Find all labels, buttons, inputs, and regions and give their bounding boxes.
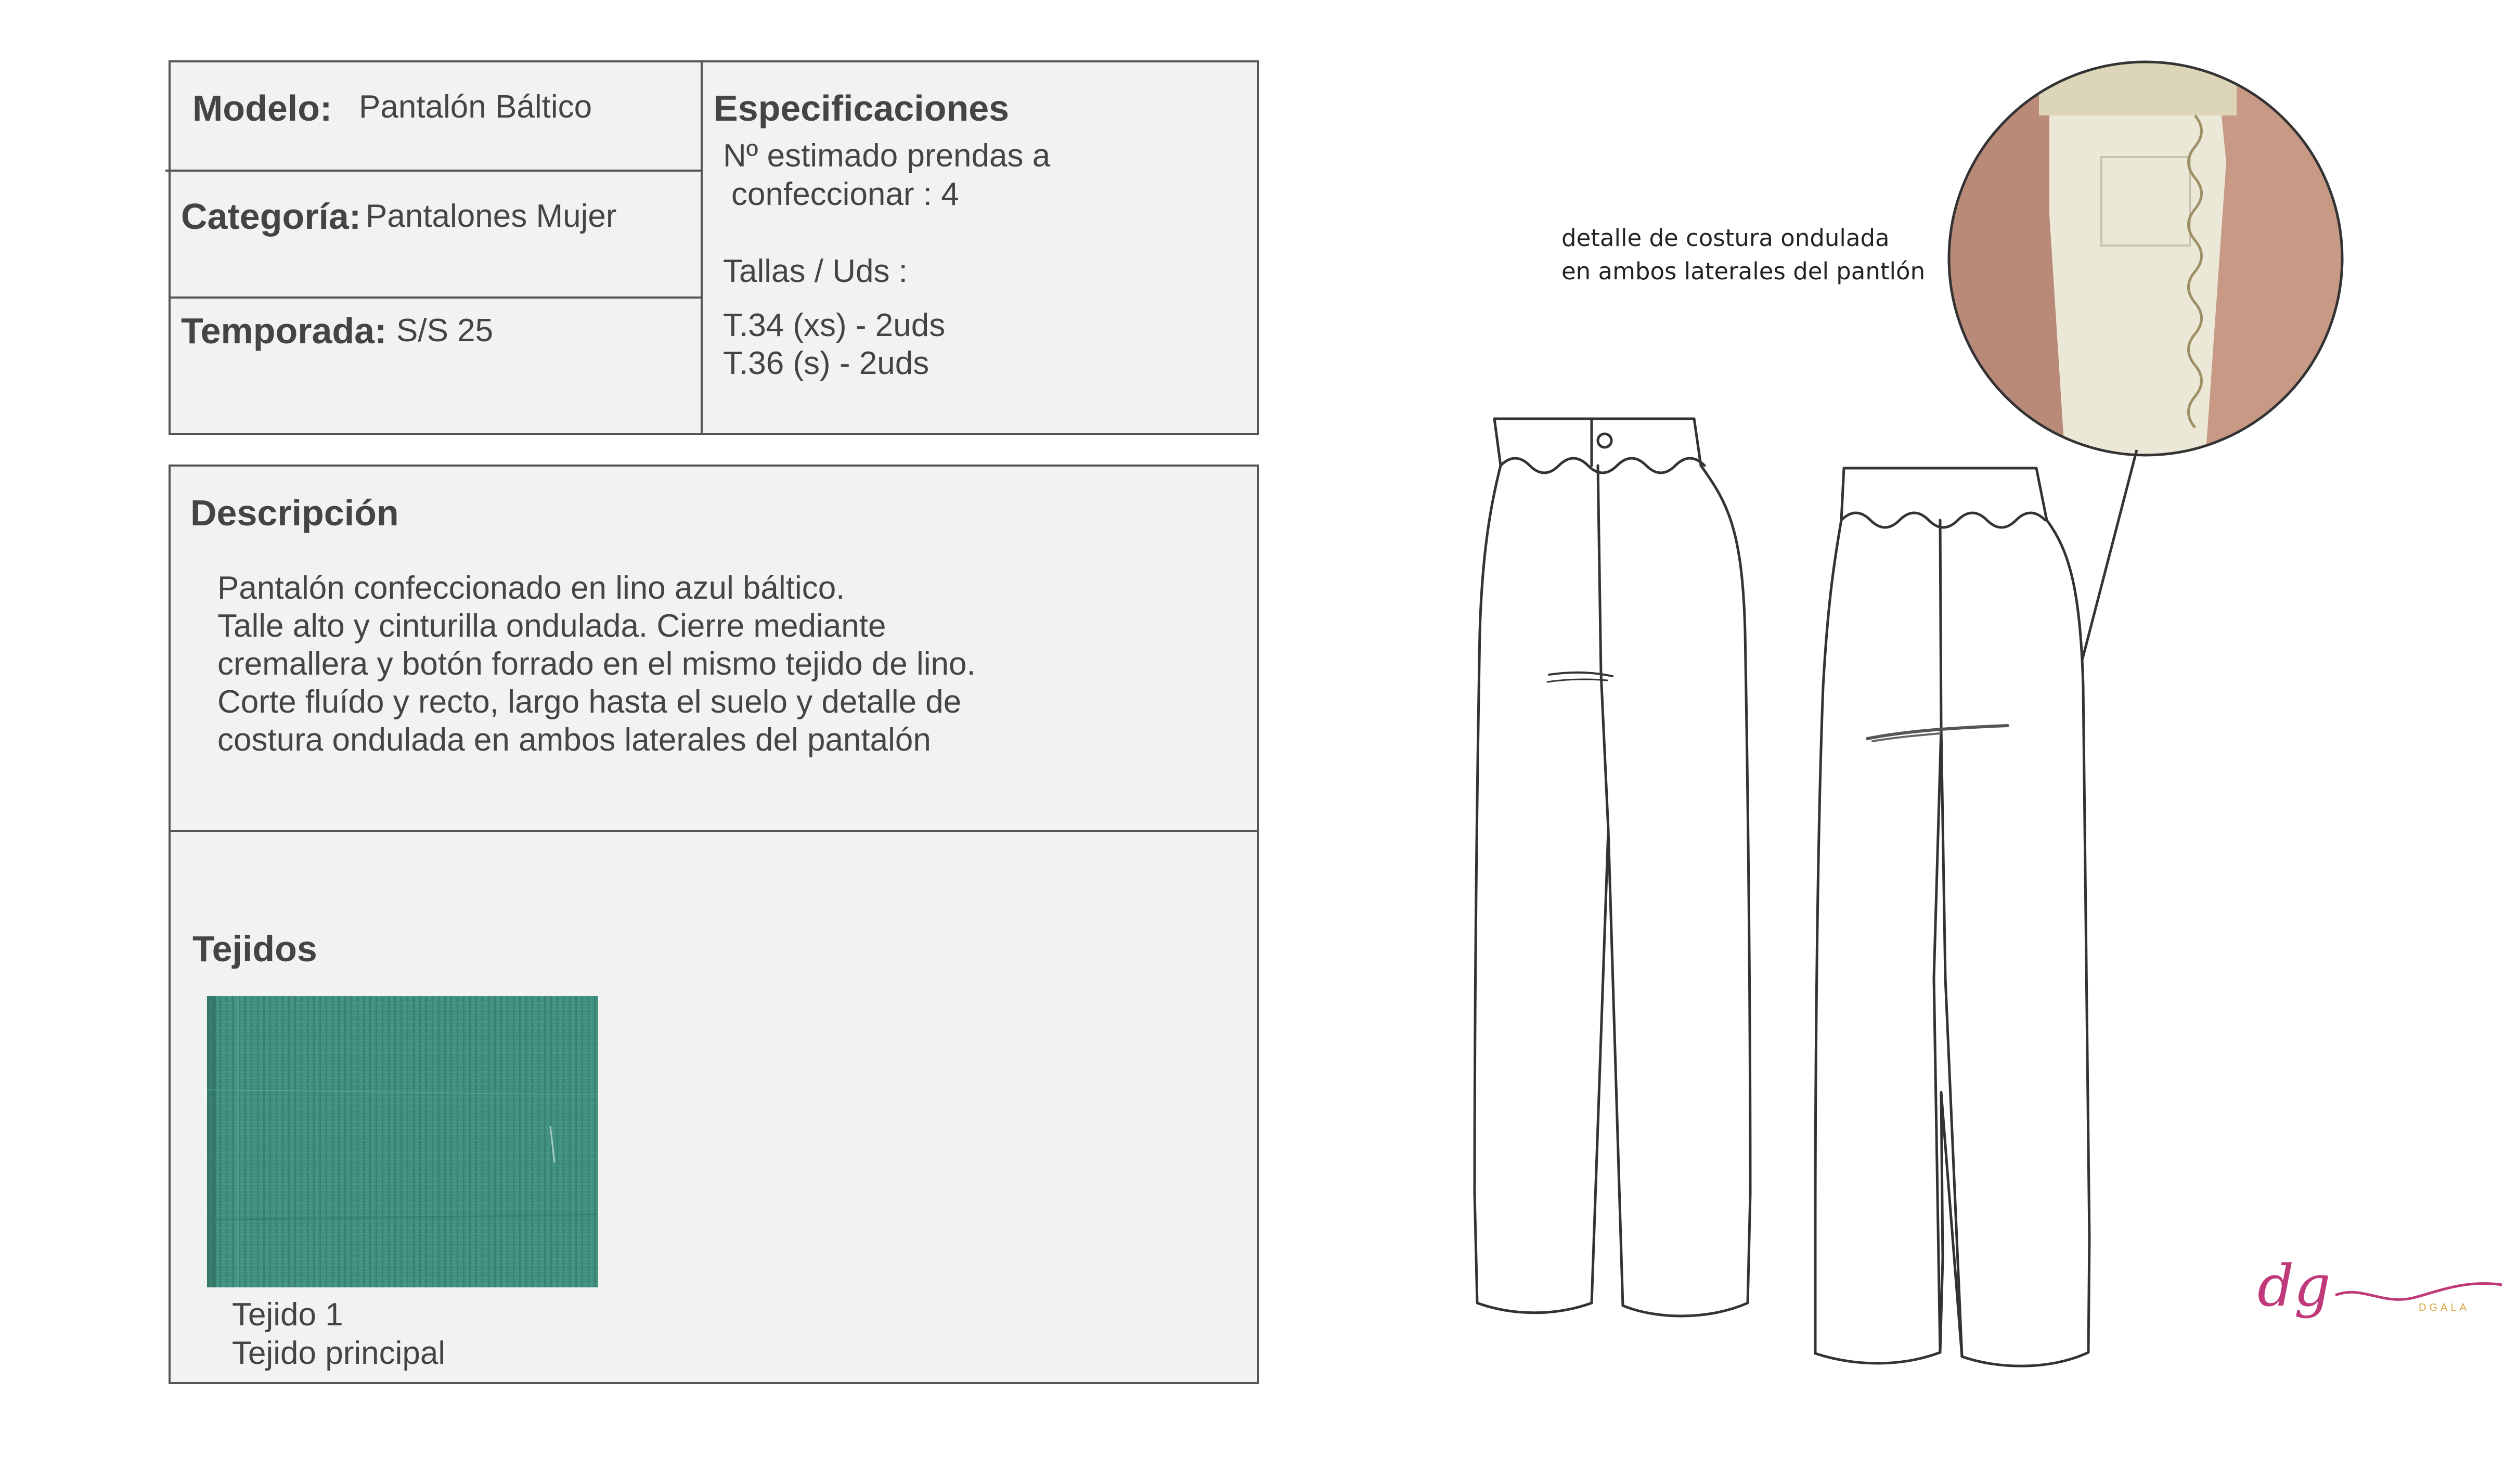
descripcion-line: Talle alto y cinturilla ondulada. Cierre mediante xyxy=(217,608,886,644)
temporada-value: S/S 25 xyxy=(396,313,494,349)
modelo-value: Pantalón Báltico xyxy=(359,89,592,125)
talla-item: T.34 (xs) - 2uds xyxy=(723,307,946,343)
back-trousers-sketch xyxy=(1768,458,2101,1384)
brand-logo xyxy=(2257,1248,2507,1342)
tejidos-title: Tejidos xyxy=(192,928,317,969)
detail-note-line-1: detalle de costura ondulada xyxy=(1561,224,1890,252)
descripcion-line: Corte fluído y recto, largo hasta el suelo y detalle de xyxy=(217,684,962,720)
tallas-label: Tallas / Uds : xyxy=(723,253,908,289)
fabric-name: Tejido 1 xyxy=(232,1297,343,1333)
descripcion-line: cremallera y botón forrado en el mismo tejido de lino. xyxy=(217,646,976,682)
modelo-label: Modelo: xyxy=(192,88,332,128)
talla-item: T.36 (s) - 2uds xyxy=(723,345,929,381)
descripcion-line: Pantalón confeccionado en lino azul báltico. xyxy=(217,570,845,606)
svg-text:dg: dg xyxy=(2257,1253,2331,1319)
categoria-label: Categoría: xyxy=(181,196,361,237)
detail-note-line-2: en ambos laterales del pantlón xyxy=(1561,257,1926,285)
fabric-role: Tejido principal xyxy=(232,1335,446,1371)
especificaciones-title: Especificaciones xyxy=(714,88,1010,128)
categoria-value: Pantalones Mujer xyxy=(366,198,617,234)
temporada-label: Temporada: xyxy=(181,311,387,351)
descripcion-line: costura ondulada en ambos laterales del pantalón xyxy=(217,722,931,758)
estimate-line-2: confeccionar : 4 xyxy=(731,176,959,212)
front-trousers-sketch xyxy=(1436,414,1758,1329)
descripcion-title: Descripción xyxy=(190,493,399,533)
estimate-line-1: Nº estimado prendas a xyxy=(723,138,1051,174)
svg-text:DGALA: DGALA xyxy=(2419,1302,2470,1313)
